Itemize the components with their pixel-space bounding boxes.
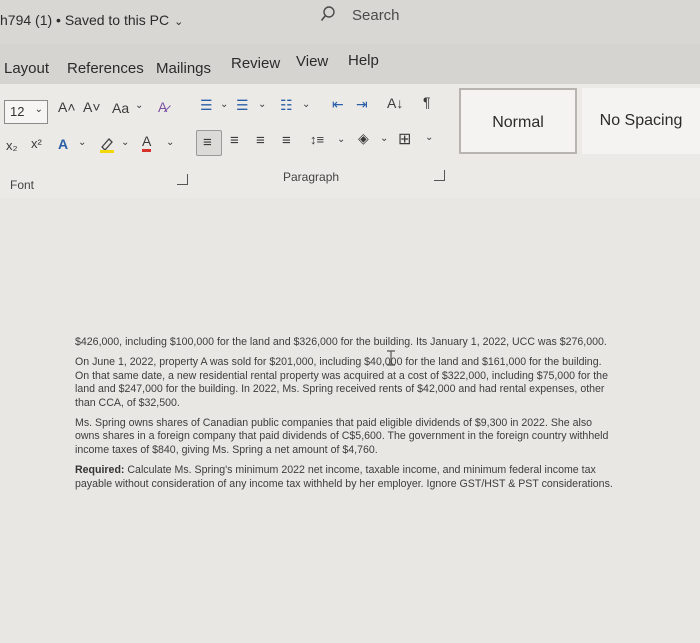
cursor-icon (385, 350, 397, 369)
style-no-spacing[interactable] (582, 88, 700, 154)
text-effects-icon[interactable]: A (58, 136, 69, 152)
align-right-icon[interactable]: ≡ (256, 132, 265, 149)
superscript-icon[interactable]: x² (31, 136, 42, 151)
font-group-label: Font (10, 178, 35, 192)
justify-icon[interactable]: ≡ (282, 132, 291, 149)
font-size-value: 12 (10, 104, 25, 119)
multilevel-list-icon[interactable]: ☷ (280, 97, 293, 113)
pilcrow-icon[interactable]: ¶ (423, 94, 431, 110)
chevron-down-icon[interactable]: ⌄ (174, 16, 184, 28)
clear-formatting-icon[interactable]: A̷ (158, 99, 168, 115)
required-paragraph (75, 464, 615, 491)
paragraph-dialog-launcher-icon[interactable] (434, 170, 445, 181)
chevron-down-icon[interactable]: ⌄ (380, 133, 389, 144)
chevron-down-icon[interactable]: ⌄ (135, 100, 144, 111)
title-bar (0, 0, 700, 44)
change-case-icon[interactable]: Aa (112, 100, 130, 116)
required-text: Calculate Ms. Spring's minimum 2022 net income, taxable income, and minimum federal income tax payable without consideration of any income tax withheld by her employer. Ignore GST/HST & PST considerations. (75, 464, 613, 490)
font-dialog-launcher-icon[interactable] (177, 174, 188, 185)
style-normal-label: Normal (492, 114, 544, 131)
search-box[interactable] (306, 2, 486, 30)
search-label: Search (352, 7, 400, 24)
paragraph: $426,000, including $100,000 for the land and $326,000 for the building. Its January 1, 2022, UCC was $276,000. (75, 336, 607, 348)
chevron-down-icon[interactable]: ⌄ (121, 137, 130, 148)
subscript-icon[interactable]: x₂ (6, 138, 18, 153)
paragraph-group-label: Paragraph (283, 170, 340, 184)
chevron-down-icon[interactable]: ⌄ (425, 132, 434, 143)
highlight-icon[interactable] (98, 135, 116, 156)
font-color-icon[interactable]: A (142, 134, 151, 152)
font-size-select[interactable] (4, 100, 48, 124)
ribbon (0, 84, 700, 199)
chevron-down-icon[interactable]: ⌄ (78, 137, 87, 148)
grow-font-icon[interactable]: A˄ (58, 99, 76, 115)
chevron-down-icon[interactable]: ⌄ (302, 99, 311, 110)
align-left-button[interactable] (196, 130, 222, 156)
shading-icon[interactable]: ◈ (358, 130, 369, 146)
style-no-spacing-label: No Spacing (599, 112, 683, 129)
tab-layout[interactable]: Layout (4, 60, 50, 77)
paragraph: Ms. Spring owns shares of Canadian public companies that paid eligible dividends of $9,300 in 2022. She also owns shares in a foreign company that paid dividends of C$5,600. The government in the foreign country withheld income taxes of $840, giving Ms. Spring a net amount of $4,760. (75, 417, 609, 456)
required-label: Required: (75, 464, 125, 477)
tab-view[interactable]: View (296, 53, 329, 70)
chevron-down-icon: ⌄ (34, 104, 43, 115)
search-icon (320, 5, 336, 27)
shrink-font-icon[interactable]: A˅ (83, 99, 101, 115)
tab-review[interactable]: Review (231, 55, 281, 72)
menu-bar (0, 44, 700, 84)
increase-indent-icon[interactable]: ⇥ (356, 96, 368, 112)
align-left-icon: ≡ (203, 134, 212, 151)
chevron-down-icon[interactable]: ⌄ (258, 99, 267, 110)
line-spacing-icon[interactable]: ↕≡ (310, 132, 325, 147)
borders-icon[interactable]: ⊞ (398, 131, 412, 148)
document-title[interactable] (0, 12, 183, 28)
numbering-icon[interactable]: ☰ (236, 97, 249, 113)
sort-icon[interactable]: A↓ (387, 95, 404, 111)
document-page[interactable] (0, 198, 700, 643)
chevron-down-icon[interactable]: ⌄ (166, 137, 175, 148)
chevron-down-icon[interactable]: ⌄ (220, 99, 229, 110)
document-title-text: h794 (1) • Saved to this PC (0, 12, 170, 28)
decrease-indent-icon[interactable]: ⇤ (332, 96, 344, 112)
tab-help[interactable]: Help (348, 52, 379, 69)
align-center-icon[interactable]: ≡ (230, 132, 239, 149)
chevron-down-icon[interactable]: ⌄ (337, 134, 346, 145)
bullets-icon[interactable]: ☰ (200, 97, 213, 113)
style-normal[interactable] (459, 88, 577, 154)
paragraph: On June 1, 2022, property A was sold for $201,000, including $40,000 for the land and $161,000 for the building. On that same date, a new residential rental property was acquired at a cost of $322,000, including $75,000 for the land and $247,000 for the building. In 2022, Ms. Spring received rents of $42,000 and had rental expenses, other than CCA, of $32,500. (75, 356, 608, 409)
tab-mailings[interactable]: Mailings (156, 60, 212, 77)
tab-references[interactable]: References (67, 60, 144, 77)
document-body[interactable] (75, 336, 615, 498)
